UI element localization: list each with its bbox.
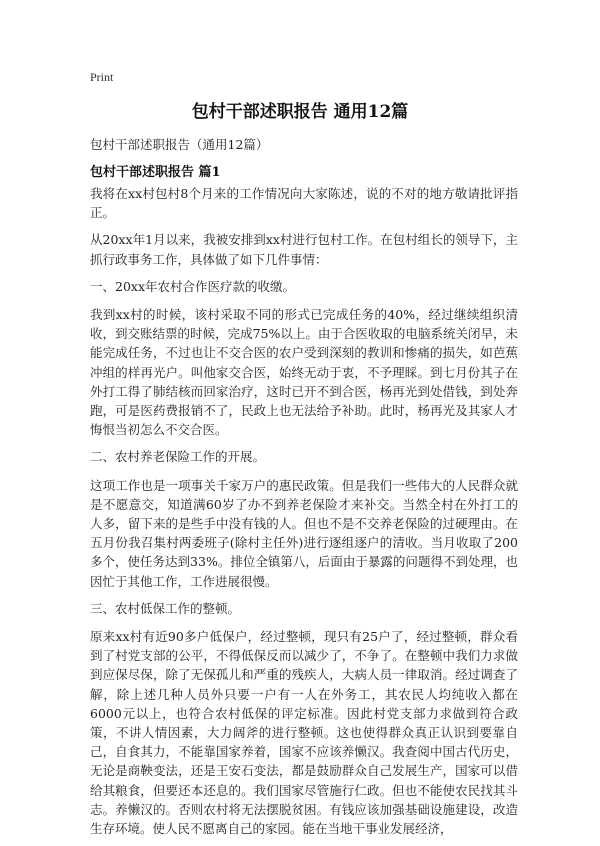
print-link[interactable]: Print [90, 70, 114, 84]
section-title: 包村干部述职报告 篇1 [90, 165, 221, 180]
heading-medical-insurance: 一、20xx年农村合作医疗款的收缴。 [90, 278, 296, 294]
paragraph-subsistence-allowance: 原来xx村有近90多户低保户，经过整顿，现只有25户了，经过整顿，群众看到了村党支部的公平，不得低保反而以减少了，不争了。在整顿中我们力求做到应保尽保，除了无保孤儿和严重的残疾人，大病人员一律取消。经过调查了解，除上述几种人员外只要一户有一人在外务工，其农民人均纯收入都在6000元以上，也符合农村低保的评定标准。因此村党支部力求做到符合政策，不讲人情因素，大力阔斧的进行整顿。这也使得群众真正认识到要靠自己，自食其力，不能靠国家养着，国家不应该养懒汉。我查阅中国古代历史，无论是商鞅变法，还是王安石变法，都是鼓励群众自己发展生产，国家可以借给其粮食，但要还本还息的。我们国家尽管施行仁政。但也不能使农民找其斗志。养懒汉的。否则农村将无法摆脱贫困。有钱应该加强基础设施建设，改造生存环境。使人民不愿离自己的家园。能在当地干事业发展经济， [90, 629, 518, 837]
document-body [90, 184, 518, 846]
paragraph-intro: 我将在xx村包村8个月来的工作情况向大家陈述，说的不对的地方敬请批评指正。 [90, 186, 518, 221]
paragraph-pension-insurance: 这项工作也是一项事关千家万户的惠民政策。但是我们一些伟大的人民群众就是不愿意交，知道满60岁了办不到养老保险才来补交。当然全村在外打工的人多，留下来的是些手中没有钱的人。但也不是不交养老保险的过硬理由。在五月份我召集村两委班子(除村主任外)进行逐组逐户的清收。当月收取了200多个，使任务达到33%。排位全镇第八，后面由于暴露的问题得不到处理，也因忙于其他工作，工作进展很慢。 [90, 477, 518, 589]
heading-subsistence-allowance: 三、农村低保工作的整顿。 [90, 600, 241, 616]
paragraph-overview: 从20xx年1月以来，我被安排到xx村进行包村工作。在包村组长的领导下，主抓行政事务工作，具体做了如下几件事情： [90, 232, 518, 267]
document-subtitle: 包村干部述职报告（通用12篇） [90, 137, 269, 152]
paragraph-medical-insurance: 我到xx村的时候，该村采取不同的形式已完成任务的40%，经过继续组织清收，到交账结票的时候，完成75%以上。由于合医收取的电脑系统关闭早，未能完成任务，不过也让不交合医的农户受到深刻的教训和惨痛的损失，如芭蕉冲组的样再光户。叫他家交合医，始终无动于衷，不予理睬。到七月份其子在外打工得了肺结核而回家治疗，这时已开不到合医，杨再光到处借钱，到处奔跑，可是医药费报销不了，民政上也无法给予补助。此时，杨再光及其家人才悔恨当初怎么不交合医。 [90, 307, 518, 438]
document-title: 包村干部述职报告 通用12篇 [191, 102, 409, 122]
heading-pension-insurance: 二、农村养老保险工作的开展。 [90, 449, 266, 465]
